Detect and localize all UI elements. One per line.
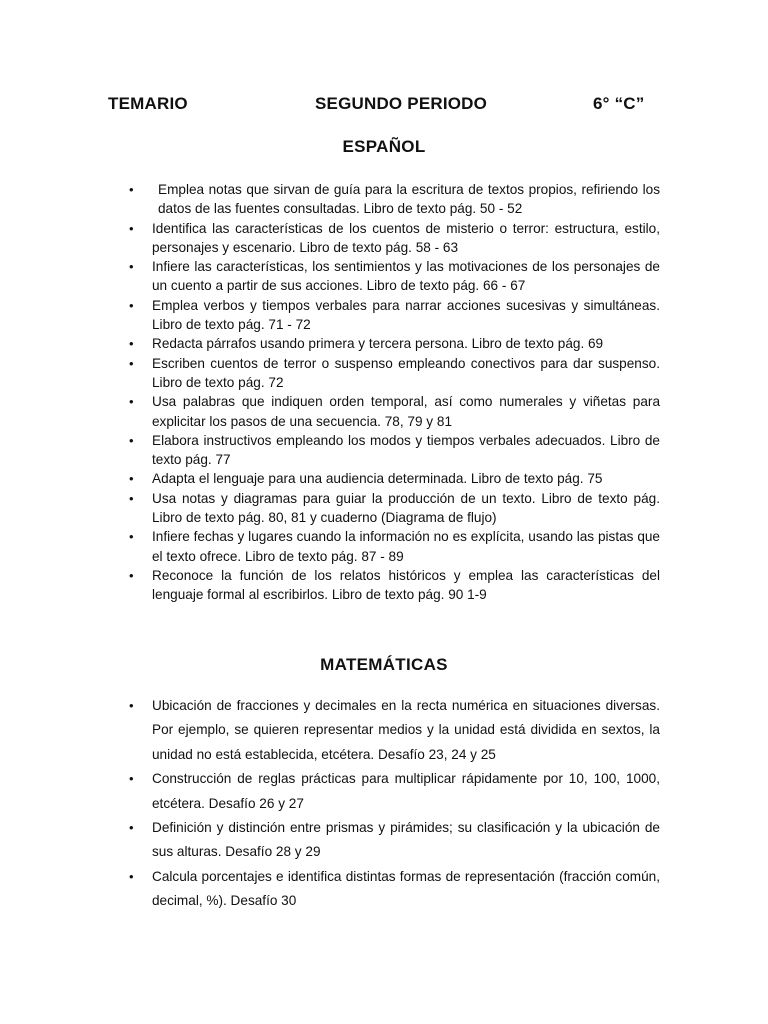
list-item-text: Ubicación de fracciones y decimales en la recta numérica en situaciones diversas. Por ejemplo, se quieren representar medios y la unidad está dividida en sextos, la unidad no está establecida, etcétera. Desafío 23, 24 y 25 [152,698,660,762]
list-item-text: Emplea notas que sirvan de guía para la escritura de textos propios, refiriendo los datos de las fuentes consultadas. Libro de texto pág. 50 - 52 [158,182,660,217]
espanol-topic-list [129,180,660,605]
list-item-text: Redacta párrafos usando primera y tercera persona. Libro de texto pág. 69 [152,336,604,352]
list-item [129,566,660,605]
list-item-text: Elabora instructivos empleando los modos y tiempos verbales adecuados. Libro de texto pág. 77 [152,432,660,468]
list-item-text: Reconoce la función de los relatos históricos y emplea las características del lenguaje formal al escribirlos. Libro de texto pág. 90 1-9 [152,567,660,603]
section-title-matematicas: MATEMÁTICAS [320,655,448,674]
bullet-icon: • [129,182,134,197]
list-item [129,865,660,914]
bullet-icon: • [129,355,134,371]
bullet-icon: • [129,567,134,583]
list-item [129,767,660,816]
bullet-icon: • [129,336,134,352]
list-item-text: Construcción de reglas prácticas para multiplicar rápidamente por 10, 100, 1000, etcétera. Desafío 26 y 27 [152,771,660,811]
list-item [129,527,660,566]
list-item-text: Usa notas y diagramas para guiar la producción de un texto. Libro de texto pág. Libro de texto pág. 80, 81 y cuaderno (Diagrama de flujo) [152,490,660,526]
list-item-text: Infiere las características, los sentimientos y las motivaciones de los personajes de un cuento a partir de sus acciones. Libro de texto pág. 66 - 67 [152,259,660,294]
list-item-text: Calcula porcentajes e identifica distintas formas de representación (fracción común, decimal, %). Desafío 30 [152,868,660,909]
matematicas-topic-list [129,694,660,914]
list-item [129,219,660,258]
list-item-text: Adapta el lenguaje para una audiencia determinada. Libro de texto pág. 75 [152,471,603,487]
bullet-icon: • [129,297,134,313]
list-item [129,694,660,767]
bullet-icon: • [129,394,134,410]
list-item-text: Infiere fechas y lugares cuando la información no es explícita, usando las pistas que el texto ofrece. Libro de texto pág. 87 - 89 [152,529,660,564]
bullet-icon: • [129,259,134,275]
header-grado: 6° “C” [593,94,645,113]
list-item [129,431,660,470]
section-title-espanol: ESPAÑOL [342,137,426,156]
list-item-text: Escriben cuentos de terror o suspenso empleando conectivos para dar suspenso. Libro de texto pág. 72 [152,355,660,390]
list-item [129,296,660,335]
document-header [0,94,768,116]
bullet-icon: • [129,698,134,713]
list-item [129,334,660,353]
bullet-icon: • [129,432,134,448]
list-item-text: Usa palabras que indiquen orden temporal, así como numerales y viñetas para explicitar los pasos de una secuencia. 78, 79 y 81 [152,394,660,429]
list-item [129,469,660,488]
bullet-icon: • [129,868,134,884]
bullet-icon: • [129,820,134,836]
bullet-icon: • [129,529,134,545]
list-item [129,180,660,219]
bullet-icon: • [129,771,134,787]
list-item [129,392,660,431]
list-item [129,816,660,865]
header-temario: TEMARIO [108,94,188,113]
header-periodo: SEGUNDO PERIODO [315,94,488,113]
bullet-icon: • [129,490,134,506]
bullet-icon: • [129,471,134,487]
list-item-text: Emplea verbos y tiempos verbales para narrar acciones sucesivas y simultáneas. Libro de texto pág. 71 - 72 [152,297,660,333]
list-item [129,257,660,296]
list-item [129,354,660,393]
list-item-text: Identifica las características de los cuentos de misterio o terror: estructura, estilo, personajes y escenario. Libro de texto pág. 58 - 63 [152,220,660,255]
bullet-icon: • [129,220,134,236]
list-item [129,489,660,528]
list-item-text: Definición y distinción entre prismas y pirámides; su clasificación y la ubicación de sus alturas. Desafío 28 y 29 [152,820,660,860]
